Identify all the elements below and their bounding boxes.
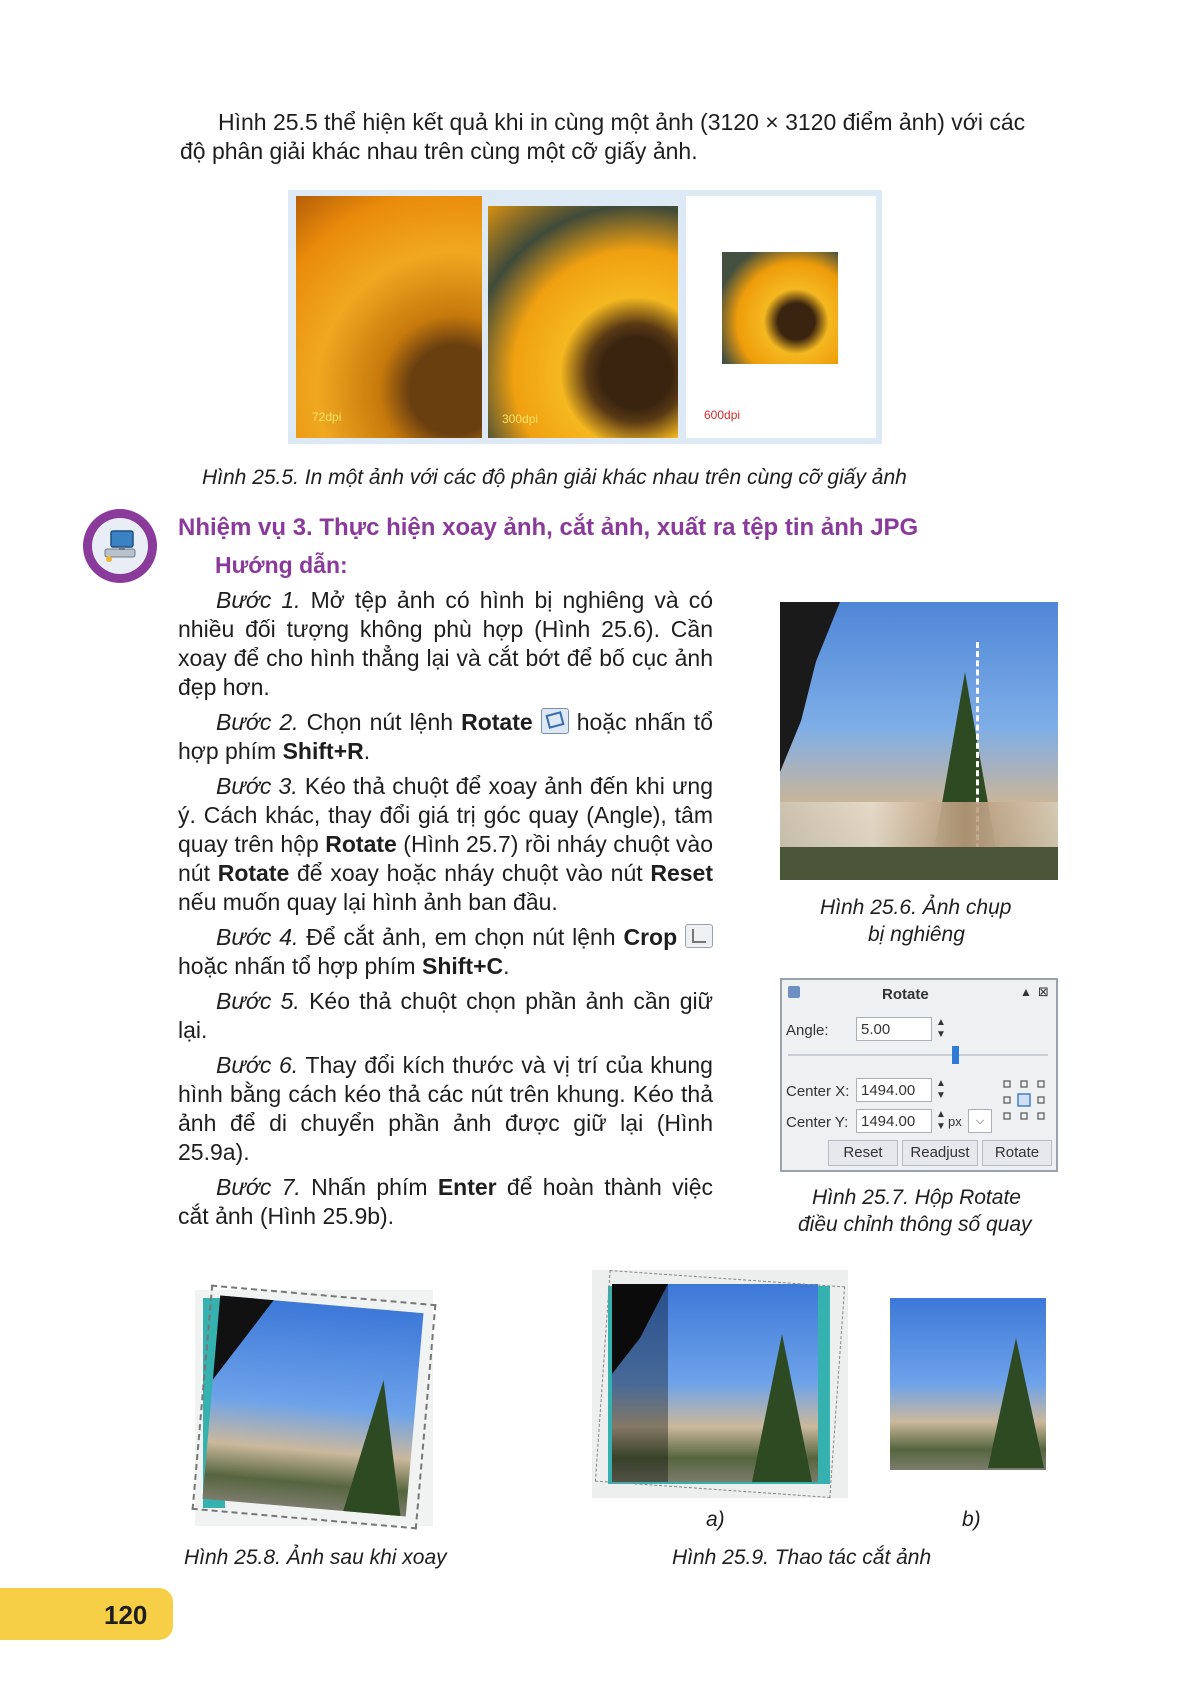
dialog-rotate-icon: [788, 986, 800, 998]
step-7: Bước 7. Nhấn phím Enter để hoàn thành việc cắt ảnh (Hình 25.9b).: [178, 1174, 713, 1229]
caption-25-8: Hình 25.8. Ảnh sau khi xoay: [184, 1546, 447, 1569]
sunflower-300dpi-image: [488, 206, 678, 438]
center-x-spinner[interactable]: ▲ ▼: [936, 1078, 946, 1101]
rotate-button[interactable]: Rotate: [982, 1140, 1052, 1166]
tilted-photo-25-6: [780, 602, 1058, 880]
step-2: Bước 2. Chọn nút lệnh Rotate hoặc nhấn tổ hợp phím Shift+R.: [178, 709, 713, 764]
step-3: Bước 3. Kéo thả chuột để xoay ảnh đến khi ưng ý. Cách khác, thay đổi giá trị góc quay (Angle), tâm quay trên hộp Rotate (Hình 25.7) rồi nháy chuột vào nút Rotate để xoay hoặc nháy chuột vào nút Reset nếu muốn quay lại hình ảnh ban đầu.: [178, 773, 714, 915]
caption-25-9: Hình 25.9. Thao tác cắt ảnh: [672, 1546, 932, 1569]
task-title: Nhiệm vụ 3. Thực hiện xoay ảnh, cắt ảnh, xuất ra tệp tin ảnh JPG: [178, 514, 919, 541]
sunflower-72dpi-image: [296, 196, 482, 438]
center-position-grid[interactable]: [1002, 1078, 1046, 1122]
angle-field[interactable]: 5.00: [856, 1017, 932, 1041]
intro-line-1: Hình 25.5 thể hiện kết quả khi in cùng một ảnh (3120 × 3120 điểm ảnh) với các: [218, 109, 1026, 135]
step-4: Bước 4. Để cắt ảnh, em chọn nút lệnh Crop hoặc nhấn tổ hợp phím Shift+C.: [178, 923, 713, 981]
center-x-field[interactable]: 1494.00: [856, 1078, 932, 1102]
label-300dpi: 300dpi: [502, 412, 539, 426]
angle-slider-track[interactable]: [788, 1054, 1048, 1056]
center-x-label: Center X:: [786, 1083, 850, 1100]
steps-column: [178, 586, 713, 1231]
page-number-tab: [0, 1588, 173, 1640]
center-y-field[interactable]: 1494.00: [856, 1109, 932, 1133]
dialog-title: Rotate: [882, 986, 929, 1003]
crop-frame[interactable]: [595, 1270, 845, 1498]
caption-25-6-line-1: Hình 25.6. Ảnh chụp: [820, 896, 1012, 919]
angle-spinner[interactable]: ▲ ▼: [936, 1017, 946, 1040]
label-72dpi: 72dpi: [312, 410, 342, 424]
label-25-9a: a): [706, 1508, 725, 1531]
dialog-close-icon[interactable]: ⊠: [1038, 984, 1049, 999]
unit-dropdown-chevron-icon[interactable]: ⌵: [968, 1109, 992, 1133]
sunflower-600dpi-image: [722, 252, 838, 364]
dialog-pin-icon[interactable]: ▲: [1020, 985, 1032, 999]
intro-line-2: độ phân giải khác nhau trên cùng một cỡ giấy ảnh.: [180, 138, 698, 164]
rotate-dialog: [780, 978, 1058, 1172]
page-number: 120: [104, 1600, 148, 1630]
caption-25-7-line-1: Hình 25.7. Hộp Rotate: [812, 1186, 1021, 1209]
rotate-tool-icon: [541, 708, 569, 734]
figure-25-5: [288, 190, 882, 444]
label-600dpi: 600dpi: [704, 408, 741, 422]
caption-25-6-line-2: bị nghiêng: [868, 923, 965, 946]
figure-25-9a: [592, 1270, 848, 1498]
task-computer-icon: [83, 509, 157, 583]
sunflower-600dpi-panel: [686, 196, 876, 438]
unit-select[interactable]: px: [948, 1114, 962, 1129]
readjust-button[interactable]: Readjust: [902, 1140, 978, 1166]
angle-slider-handle[interactable]: [952, 1046, 959, 1064]
angle-label: Angle:: [786, 1022, 829, 1039]
figure-25-8: [195, 1290, 433, 1526]
step-1: Bước 1. Mở tệp ảnh có hình bị nghiêng và có nhiều đối tượng không phù hợp (Hình 25.6). Cần xoay để cho hình thẳng lại và cắt bớt để bố cục ảnh đẹp hơn.: [178, 587, 713, 700]
crop-tool-icon: [685, 924, 713, 948]
label-25-9b: b): [962, 1508, 981, 1531]
center-y-label: Center Y:: [786, 1114, 849, 1131]
reset-button[interactable]: Reset: [828, 1140, 898, 1166]
guide-heading: Hướng dẫn:: [215, 552, 348, 578]
caption-25-5: Hình 25.5. In một ảnh với các độ phân giải khác nhau trên cùng cỡ giấy ảnh: [202, 466, 907, 489]
step-6: Bước 6. Thay đổi kích thước và vị trí của khung hình bằng cách kéo thả các nút trên khung. Kéo thả ảnh để di chuyển phần ảnh được giữ lại (Hình 25.9a).: [178, 1052, 713, 1165]
center-y-spinner[interactable]: ▲ ▼: [936, 1109, 946, 1132]
caption-25-7-line-2: điều chỉnh thông số quay: [798, 1213, 1032, 1236]
figure-25-9b-cropped-photo: [890, 1298, 1046, 1470]
step-5: Bước 5. Kéo thả chuột chọn phần ảnh cần giữ lại.: [178, 988, 713, 1043]
